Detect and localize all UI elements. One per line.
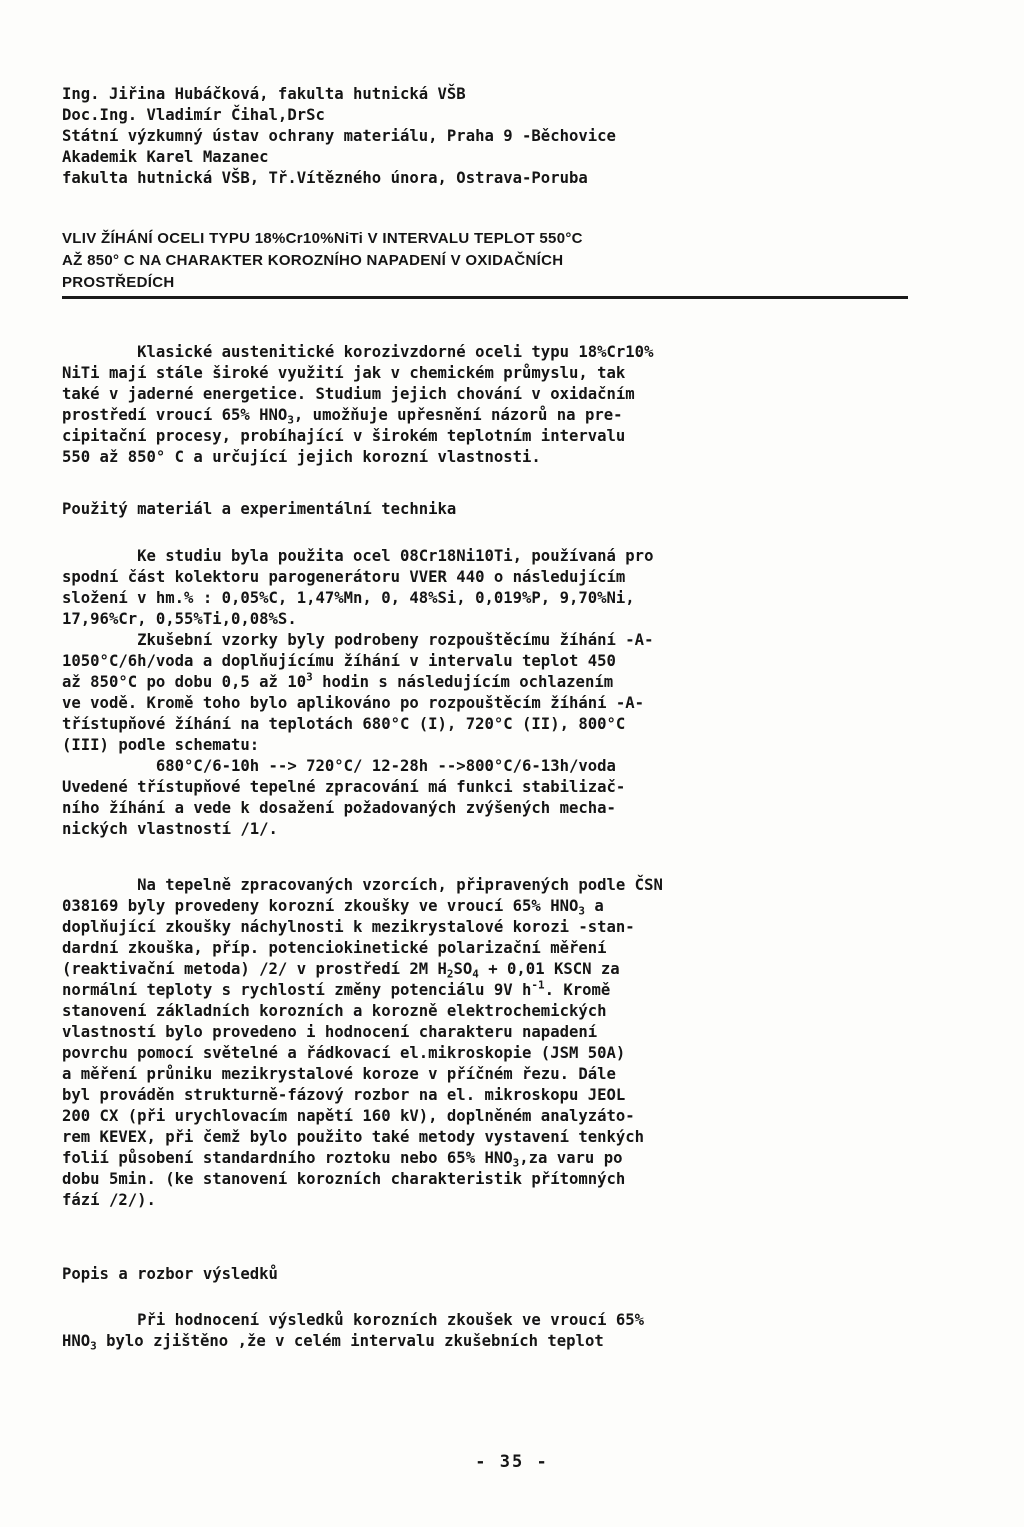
text-line: Při hodnocení výsledků korozních zkoušek ve vroucí 65% <box>62 1311 645 1329</box>
subscript: 2 <box>446 967 454 981</box>
text-line: cipitační procesy, probíhající v širokém teplotním intervalu <box>62 427 626 445</box>
text-line: Na tepelně zpracovaných vzorcích, připravených podle ČSN <box>62 876 663 894</box>
text-line: také v jaderné energetice. Studium jejich chování v oxidačním <box>62 385 635 403</box>
text-line <box>62 672 932 693</box>
text-segment: hodin s následujícím ochlazením <box>312 673 614 691</box>
text-line <box>62 896 932 917</box>
text-line: 200 CX (při urychlovacím napětí 160 kV), doplněném analyzáto- <box>62 1107 635 1125</box>
text-line: spodní část kolektoru parogenerátoru VVER 440 o následujícím <box>62 568 626 586</box>
text-line: doplňující zkoušky náchylnosti k mezikrystalové korozi -stan- <box>62 918 635 936</box>
paper-title <box>62 228 932 294</box>
results-paragraph <box>62 1310 932 1352</box>
heading-text: Popis a rozbor výsledků <box>62 1265 278 1283</box>
text-segment: ,za varu po <box>519 1149 623 1167</box>
text-segment: 038169 byly provedeny korozní zkoušky ve vroucí 65% HNO <box>62 897 579 915</box>
subscript: 3 <box>287 413 294 427</box>
subscript: 3 <box>512 1156 520 1170</box>
text-line: 680°C/6-10h --> 720°C/ 12-28h -->800°C/6-13h/voda <box>62 757 616 775</box>
author-line-4: Akademik Karel Mazanec <box>62 148 269 166</box>
text-line: rem KEVEX, při čemž bylo použito také metody vystavení tenkých <box>62 1128 645 1146</box>
subscript: 4 <box>472 967 479 981</box>
text-line <box>62 980 932 1001</box>
text-line: ve vodě. Kromě toho bylo aplikováno po rozpouštěcím žíhání -A- <box>62 694 645 712</box>
text-line: NiTi mají stále široké využití jak v chemickém průmyslu, tak <box>62 364 626 382</box>
text-line: 17,96%Cr, 0,55%Ti,0,08%S. <box>62 610 297 628</box>
text-segment: až 850°C po dobu 0,5 až 10 <box>62 673 307 691</box>
text-line: Zkušební vzorky byly podrobeny rozpouštěcímu žíhání -A- <box>62 631 654 649</box>
text-line: Ke studiu byla použita ocel 08Cr18Ni10Ti, používaná pro <box>62 547 654 565</box>
page-number: - 35 - <box>475 1452 549 1472</box>
superscript: -1 <box>531 978 545 992</box>
title-line-3: PROSTŘEDÍCH <box>62 274 175 291</box>
text-segment: + 0,01 KSCN za <box>478 960 620 978</box>
title-line-1: VLIV ŽÍHÁNÍ OCELI TYPU 18%Cr10%NiTi V INTERVALU TEPLOT 550°C <box>62 230 583 247</box>
section-heading-material <box>62 499 932 520</box>
author-block <box>62 84 932 189</box>
text-segment: bylo zjištěno ,že v celém intervalu zkušebních teplot <box>96 1332 604 1350</box>
text-line: ního žíhání a vede k dosažení požadovaných zvýšených mecha- <box>62 799 616 817</box>
text-line <box>62 959 932 980</box>
author-line-5: fakulta hutnická VŠB, Tř.Vítězného února, Ostrava-Poruba <box>62 169 588 187</box>
author-line-3: Státní výzkumný ústav ochrany materiálu, Praha 9 -Běchovice <box>62 127 616 145</box>
title-line-2: AŽ 850° C NA CHARAKTER KOROZNÍHO NAPADENÍ V OXIDAČNÍCH <box>62 252 564 269</box>
text-line: třístupňové žíhání na teplotách 680°C (I), 720°C (II), 800°C <box>62 715 626 733</box>
text-segment: normální teploty s rychlostí změny potenciálu 9V h <box>62 981 532 999</box>
text-segment: HNO <box>62 1332 91 1350</box>
text-line <box>62 1148 932 1169</box>
text-line: 550 až 850° C a určující jejich korozní vlastnosti. <box>62 448 541 466</box>
text-line: stanovení základních korozních a korozně elektrochemických <box>62 1002 607 1020</box>
text-line: Uvedené třístupňové tepelné zpracování má funkci stabilizač- <box>62 778 626 796</box>
text-line: byl prováděn strukturně-fázový rozbor na el. mikroskopu JEOL <box>62 1086 626 1104</box>
text-line: (III) podle schematu: <box>62 736 260 754</box>
methods-paragraph <box>62 875 932 1211</box>
text-segment: prostředí vroucí 65% HNO <box>62 406 288 424</box>
text-line: fází /2/). <box>62 1191 156 1209</box>
text-line: povrchu pomocí světelné a řádkovací el.mikroskopie (JSM 50A) <box>62 1044 626 1062</box>
text-line: nických vlastností /1/. <box>62 820 278 838</box>
material-paragraph <box>62 546 932 840</box>
text-line: a měření průniku mezikrystalové koroze v příčném řezu. Dále <box>62 1065 616 1083</box>
section-heading-results <box>62 1264 932 1285</box>
text-line: dardní zkouška, příp. potenciokinetické polarizační měření <box>62 939 607 957</box>
intro-paragraph <box>62 342 932 468</box>
heading-text: Použitý materiál a experimentální technika <box>62 500 457 518</box>
author-line-2: Doc.Ing. Vladimír Čihal,DrSc <box>62 106 325 124</box>
text-line: složení v hm.% : 0,05%C, 1,47%Mn, 0, 48%Si, 0,019%P, 9,70%Ni, <box>62 589 635 607</box>
author-line-1: Ing. Jiřina Hubáčková, fakulta hutnická VŠB <box>62 85 466 103</box>
text-line: Klasické austenitické korozivzdorné oceli typu 18%Cr10% <box>62 343 654 361</box>
text-line <box>62 405 932 426</box>
text-segment: (reaktivační metoda) /2/ v prostředí 2M H <box>62 960 447 978</box>
title-divider <box>62 296 908 299</box>
text-line: dobu 5min. (ke stanovení korozních charakteristik přítomných <box>62 1170 626 1188</box>
text-segment: . Kromě <box>544 981 611 999</box>
text-segment: a <box>584 897 604 915</box>
superscript: 3 <box>306 670 313 684</box>
text-line: 1050°C/6h/voda a doplňujícímu žíhání v intervalu teplot 450 <box>62 652 616 670</box>
text-segment: , umožňuje upřesnění názorů na pre- <box>293 406 623 424</box>
text-segment: folií působení standardního roztoku nebo 65% HNO <box>62 1149 513 1167</box>
subscript: 3 <box>578 904 585 918</box>
text-line <box>62 1331 932 1352</box>
text-line: vlastností bylo provedeno i hodnocení charakteru napadení <box>62 1023 598 1041</box>
subscript: 3 <box>90 1339 97 1353</box>
text-segment: SO <box>453 960 473 978</box>
